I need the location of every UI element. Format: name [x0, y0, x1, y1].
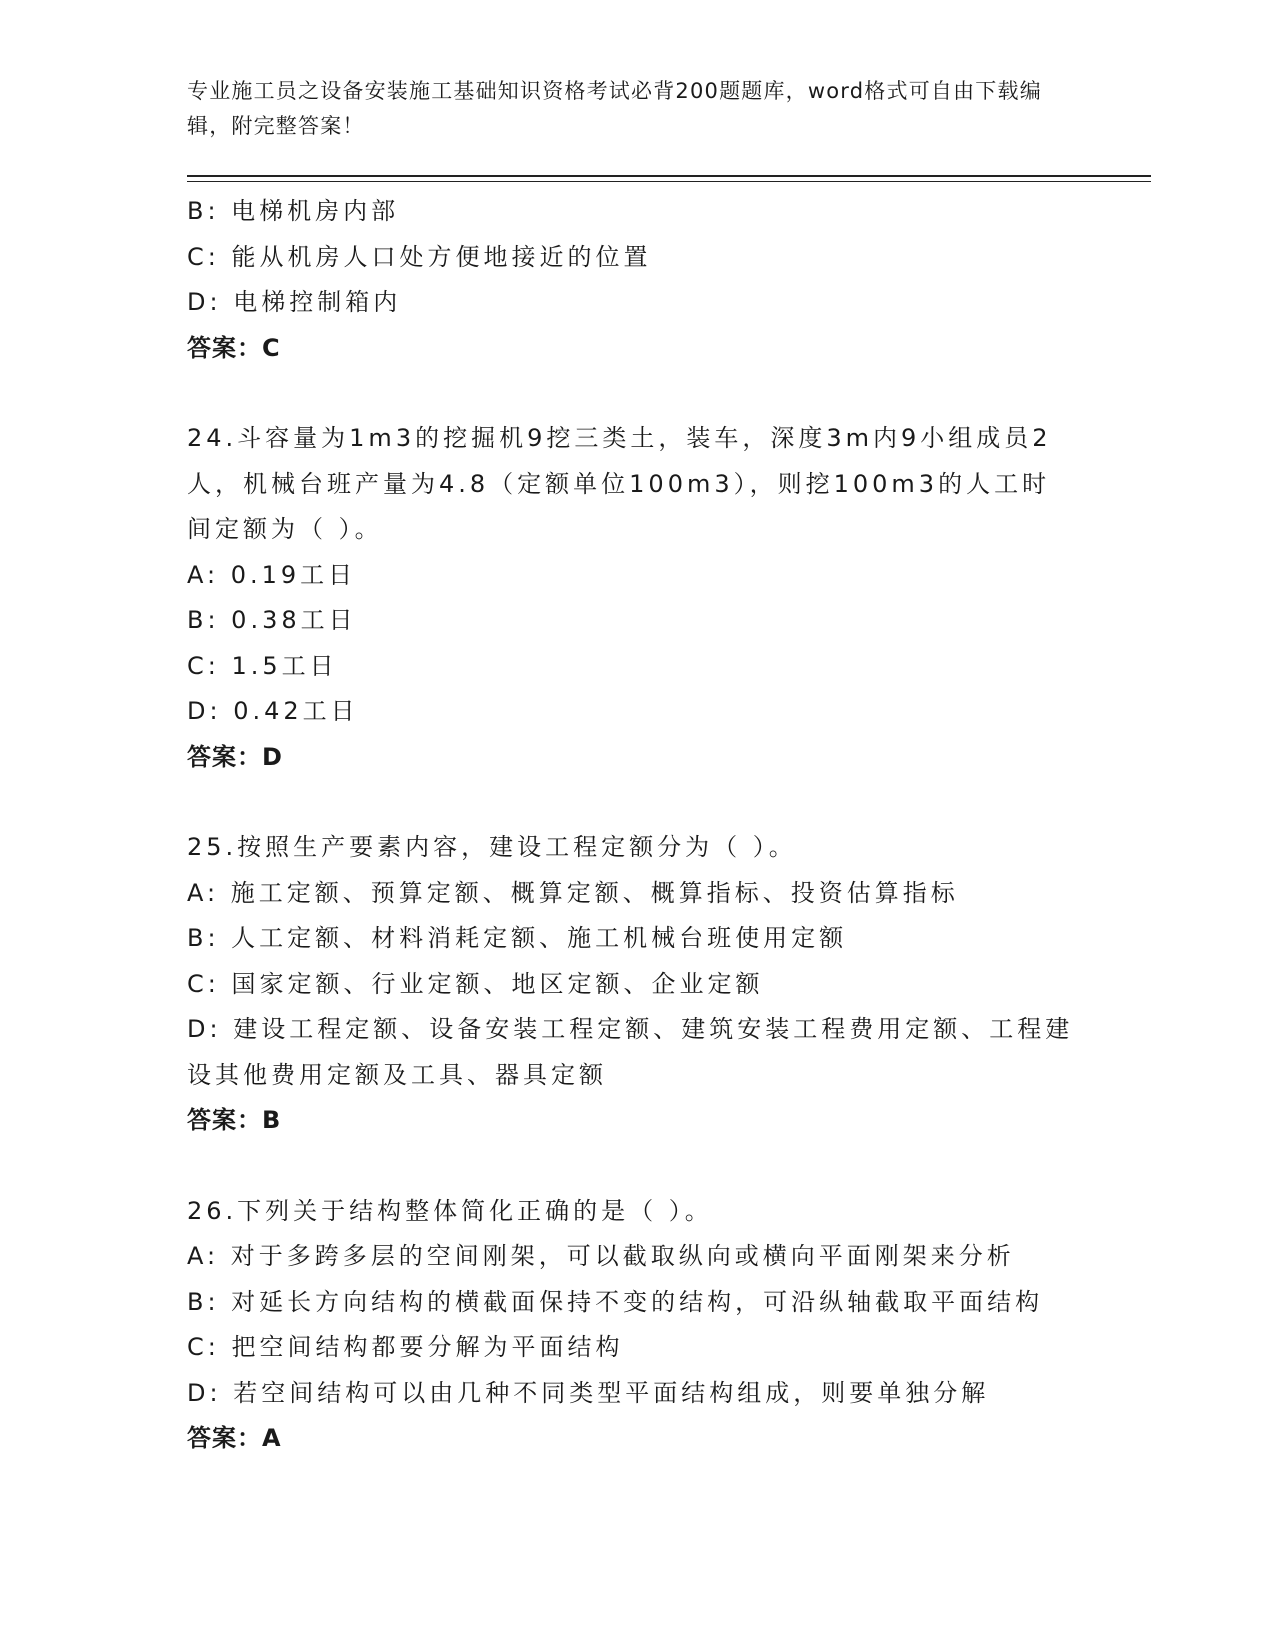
option-d: D: 建设工程定额、设备安装工程定额、建筑安装工程费用定额、工程建设其他费用定额及工具、器具定额: [187, 1015, 1074, 1089]
option-d: D: 0.42工日: [187, 697, 359, 725]
question-stem: 24.斗容量为1m3的挖掘机9挖三类土，装车，深度3m内9小组成员2人，机械台班产量为4.8（定额单位100m3），则挖100m3的人工时间定额为（ ）。: [187, 424, 1052, 543]
question-stem: 26.下列关于结构整体简化正确的是（ ）。: [187, 1196, 713, 1225]
answer-line: 答案：B: [187, 1106, 282, 1134]
header-rule-thick: [187, 175, 1151, 177]
question-stem: 25.按照生产要素内容，建设工程定额分为（ ）。: [187, 833, 797, 861]
answer-line: 答案：A: [187, 1424, 282, 1452]
option-a: A: 对于多跨多层的空间刚架，可以截取纵向或横向平面刚架来分析: [187, 1242, 1015, 1270]
question-24: [187, 416, 1077, 780]
question-25: [187, 825, 1077, 1144]
option-c: C: 国家定额、行业定额、地区定额、企业定额: [187, 969, 764, 998]
page-header: 专业施工员之设备安装施工基础知识资格考试必背200题题库，word格式可自由下载编辑，附完整答案！: [187, 79, 1042, 138]
answer-line: 答案：D: [187, 742, 283, 771]
option-d: D: 电梯控制箱内: [187, 288, 402, 316]
carryover-question: [187, 189, 1077, 371]
option-a: A: 0.19工日: [187, 560, 357, 589]
option-c: C: 1.5工日: [187, 651, 338, 680]
option-b: B: 对延长方向结构的横截面保持不变的结构，可沿纵轴截取平面结构: [187, 1287, 1044, 1316]
option-c: C: 能从机房人口处方便地接近的位置: [187, 242, 652, 271]
option-c: C: 把空间结构都要分解为平面结构: [187, 1333, 624, 1361]
option-d: D: 若空间结构可以由几种不同类型平面结构组成，则要单独分解: [187, 1378, 990, 1407]
question-26: [187, 1189, 1077, 1462]
header-rule-thin: [187, 181, 1151, 182]
spacer: [187, 1144, 1077, 1189]
answer-line: 答案：C: [187, 333, 281, 362]
option-b: B: 电梯机房内部: [187, 197, 400, 225]
option-b: B: 0.38工日: [187, 606, 357, 634]
spacer: [187, 780, 1077, 825]
question-content: [187, 189, 1077, 1462]
option-b: B: 人工定额、材料消耗定额、施工机械台班使用定额: [187, 924, 848, 952]
option-a: A: 施工定额、预算定额、概算定额、概算指标、投资估算指标: [187, 878, 959, 907]
spacer: [187, 371, 1077, 416]
